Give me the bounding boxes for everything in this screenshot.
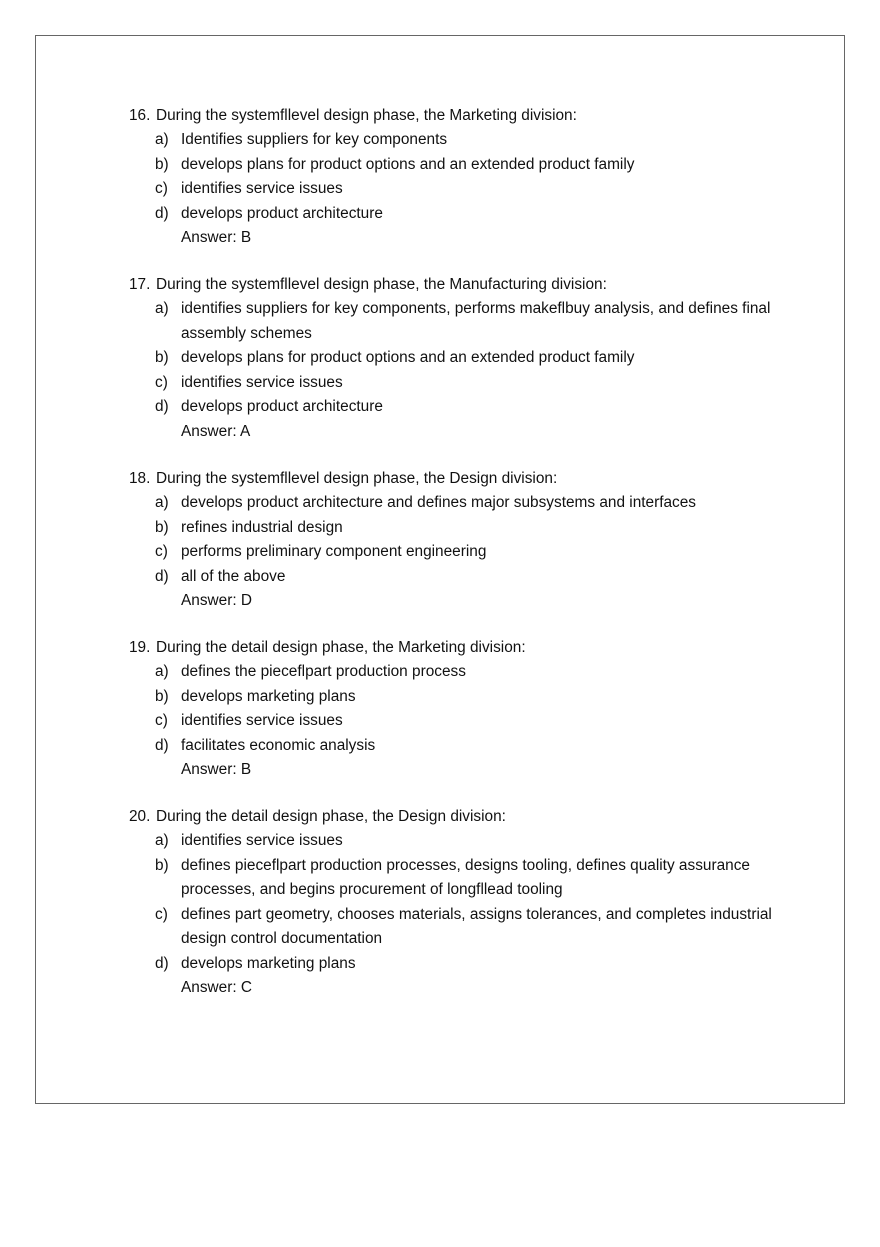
option-text: develops product architecture (181, 398, 383, 415)
option-label: b) (155, 518, 169, 536)
option-label: b) (155, 856, 169, 874)
question-number: 19. (129, 639, 151, 656)
answer-line: Answer: C (181, 979, 252, 996)
question-16 (129, 104, 799, 251)
option-b (129, 854, 799, 903)
option-label: c) (155, 543, 168, 560)
option-text: refines industrial design (181, 518, 343, 536)
option-b (129, 346, 799, 371)
option-label: a) (155, 300, 169, 317)
option-label: a) (155, 131, 169, 148)
option-label: d) (155, 204, 169, 222)
option-label: d) (155, 954, 169, 972)
option-a (129, 297, 799, 346)
option-a (129, 491, 799, 516)
option-text: performs preliminary component engineering (181, 543, 487, 560)
option-text: identifies service issues (181, 712, 343, 729)
question-text: During the systemfllevel design phase, the Design division: (156, 470, 558, 487)
option-text: defines part geometry, chooses materials, assigns tolerances, and completes industrial design control documentation (181, 905, 772, 947)
option-b (129, 685, 799, 710)
option-text: develops marketing plans (181, 687, 356, 705)
option-label: d) (155, 567, 169, 585)
option-b (129, 516, 799, 541)
answer-line: Answer: D (181, 592, 252, 609)
option-c (129, 903, 799, 952)
option-c (129, 371, 799, 396)
option-a (129, 660, 799, 685)
option-text: develops product architecture and defines major subsystems and interfaces (181, 494, 697, 511)
option-text: defines the pieceflpart production process (181, 663, 466, 680)
option-c (129, 709, 799, 734)
option-label: b) (155, 155, 169, 173)
option-text: develops plans for product options and an extended product family (181, 349, 635, 366)
option-label: b) (155, 687, 169, 705)
option-label: a) (155, 663, 169, 680)
question-20 (129, 805, 799, 1001)
option-text: all of the above (181, 567, 286, 585)
option-b (129, 153, 799, 178)
option-a (129, 829, 799, 854)
answer-line: Answer: A (181, 422, 251, 440)
option-label: d) (155, 398, 169, 415)
question-stem (129, 805, 799, 829)
question-number: 17. (129, 276, 151, 293)
option-text: identifies service issues (181, 180, 343, 197)
option-label: c) (155, 905, 168, 923)
option-d (129, 952, 799, 977)
option-text: identifies service issues (181, 832, 343, 849)
question-17 (129, 273, 799, 444)
question-text: During the detail design phase, the Marketing division: (156, 639, 526, 656)
option-label: a) (155, 832, 169, 849)
option-d (129, 734, 799, 759)
question-18 (129, 467, 799, 614)
option-text: identifies service issues (181, 373, 343, 391)
answer-line: Answer: B (181, 229, 252, 246)
question-text: During the detail design phase, the Design division: (156, 808, 506, 825)
question-stem (129, 636, 799, 660)
document-body (36, 36, 844, 1103)
option-text: identifies suppliers for key components, performs makeflbuy analysis, and defines final assembly schemes (181, 300, 771, 342)
option-d (129, 565, 799, 590)
option-label: c) (155, 180, 168, 197)
question-stem (129, 467, 799, 491)
option-label: b) (155, 349, 169, 366)
option-label: d) (155, 736, 169, 754)
option-label: c) (155, 712, 168, 729)
question-number: 16. (129, 107, 151, 124)
question-number: 20. (129, 808, 151, 825)
option-text: Identifies suppliers for key components (181, 131, 448, 148)
question-stem (129, 273, 799, 297)
question-number: 18. (129, 470, 151, 487)
answer-line: Answer: B (181, 761, 252, 778)
option-a (129, 128, 799, 153)
option-text: defines pieceflpart production processes, designs tooling, defines quality assurance processes, and begins procurement of longfllead tooling (181, 856, 750, 898)
option-text: develops plans for product options and an extended product family (181, 155, 635, 173)
question-19 (129, 636, 799, 783)
option-label: c) (155, 373, 168, 391)
option-text: develops product architecture (181, 204, 383, 222)
option-text: facilitates economic analysis (181, 736, 376, 754)
question-text: During the systemfllevel design phase, the Marketing division: (156, 107, 577, 124)
page-frame (35, 35, 845, 1104)
question-stem (129, 104, 799, 128)
option-label: a) (155, 494, 169, 511)
option-d (129, 202, 799, 227)
option-d (129, 395, 799, 420)
option-text: develops marketing plans (181, 954, 356, 972)
question-text: During the systemfllevel design phase, the Manufacturing division: (156, 276, 607, 293)
option-c (129, 540, 799, 565)
option-c (129, 177, 799, 202)
